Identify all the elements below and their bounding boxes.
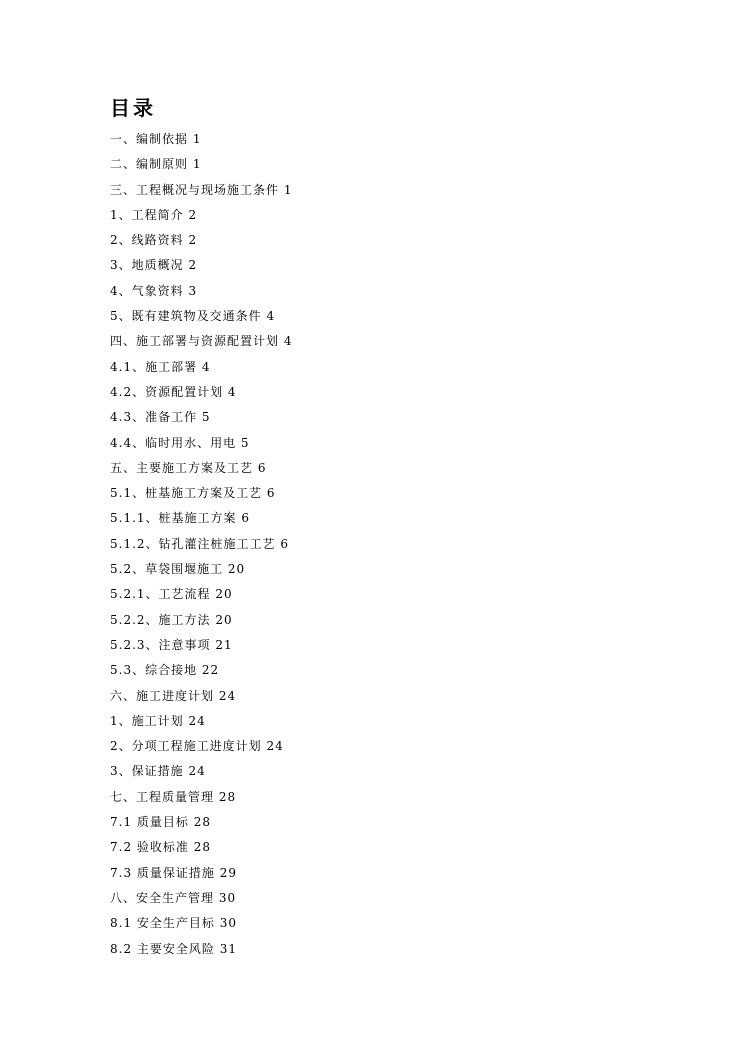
toc-item[interactable]: 7.1 质量目标 28 <box>110 815 211 830</box>
toc-item[interactable]: 六、施工进度计划 24 <box>110 688 237 703</box>
toc-item[interactable]: 五、主要施工方案及工艺 6 <box>110 460 267 475</box>
toc-item[interactable]: 5.2.1、工艺流程 20 <box>110 587 233 602</box>
toc-item[interactable]: 七、工程质量管理 28 <box>110 789 237 804</box>
toc-item[interactable]: 四、施工部署与资源配置计划 4 <box>110 334 293 349</box>
toc-item[interactable]: 3、保证措施 24 <box>110 764 206 779</box>
toc-item[interactable]: 4.4、临时用水、用电 5 <box>110 435 250 450</box>
toc-item[interactable]: 3、地质概况 2 <box>110 258 198 273</box>
toc-list <box>110 127 670 962</box>
toc-item[interactable]: 1、施工计划 24 <box>110 713 206 728</box>
toc-item[interactable]: 8.2 主要安全风险 31 <box>110 941 237 956</box>
toc-item[interactable]: 一、编制依据 1 <box>110 132 202 146</box>
toc-item[interactable]: 八、安全生产管理 30 <box>110 890 237 905</box>
toc-title: 目录 <box>110 96 156 120</box>
toc-item[interactable]: 7.3 质量保证措施 29 <box>110 865 237 880</box>
toc-item[interactable]: 4.3、准备工作 5 <box>110 410 211 425</box>
toc-item[interactable]: 2、线路资料 2 <box>110 233 198 248</box>
toc-item[interactable]: 4.1、施工部署 4 <box>110 359 211 374</box>
toc-item[interactable]: 4、气象资料 3 <box>110 283 198 298</box>
toc-item[interactable]: 1、工程简介 2 <box>110 207 198 222</box>
toc-item[interactable]: 5.2.3、注意事项 21 <box>110 637 233 652</box>
toc-item[interactable]: 2、分项工程施工进度计划 24 <box>110 739 284 754</box>
toc-item[interactable]: 4.2、资源配置计划 4 <box>110 384 237 399</box>
toc-item[interactable]: 5.1、桩基施工方案及工艺 6 <box>110 486 276 501</box>
toc-item[interactable]: 5.1.2、钻孔灌注桩施工工艺 6 <box>110 536 289 551</box>
toc-item[interactable]: 三、工程概况与现场施工条件 1 <box>110 182 293 197</box>
toc-item[interactable]: 5、既有建筑物及交通条件 4 <box>110 309 276 324</box>
toc-item[interactable]: 7.2 验收标准 28 <box>110 840 211 855</box>
toc-item[interactable]: 5.2、草袋围堰施工 20 <box>110 562 246 577</box>
toc-item[interactable]: 8.1 安全生产目标 30 <box>110 916 237 931</box>
toc-item[interactable]: 5.3、综合接地 22 <box>110 663 220 678</box>
toc-item[interactable]: 二、编制原则 1 <box>110 157 202 172</box>
toc-item[interactable]: 5.1.1、桩基施工方案 6 <box>110 511 250 526</box>
toc-item[interactable]: 5.2.2、施工方法 20 <box>110 612 233 627</box>
